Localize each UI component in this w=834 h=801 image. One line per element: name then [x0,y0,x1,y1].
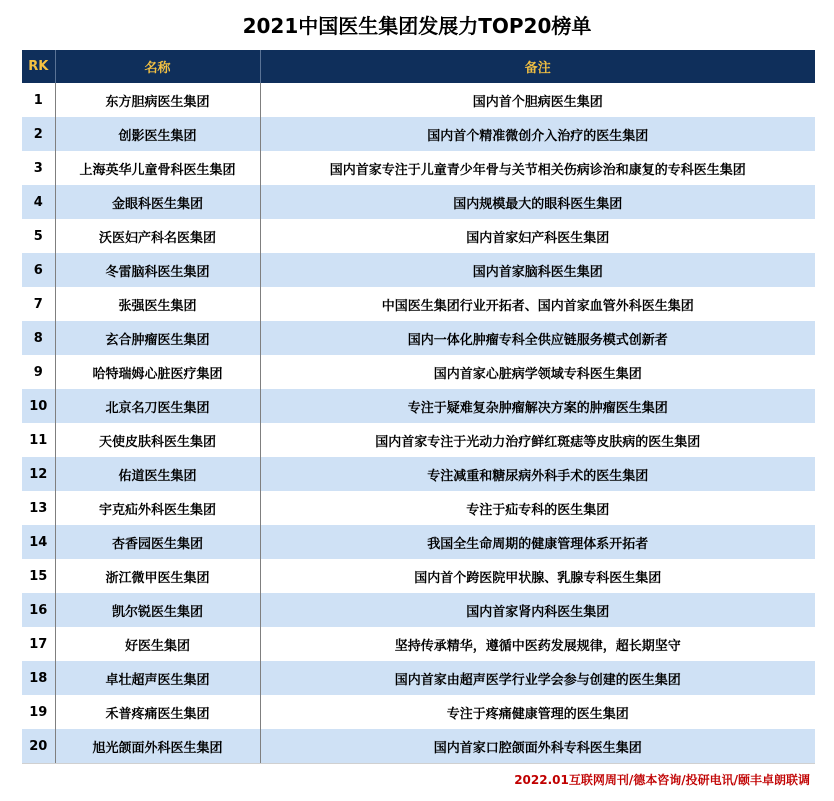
cell-note: 国内首家心脏病学领域专科医生集团 [260,355,815,389]
cell-rank: 1 [22,83,55,117]
cell-name: 创影医生集团 [55,117,260,151]
cell-note: 国内首家由超声医学行业学会参与创建的医生集团 [260,661,815,695]
cell-rank: 10 [22,389,55,423]
table-row [22,457,815,491]
table-row [22,185,815,219]
table-row [22,219,815,253]
cell-rank: 7 [22,287,55,321]
cell-name: 北京名刀医生集团 [55,389,260,423]
cell-name: 哈特瑞姆心脏医疗集团 [55,355,260,389]
table-row [22,83,815,117]
cell-name: 卓壮超声医生集团 [55,661,260,695]
cell-note: 坚持传承精华，遵循中医药发展规律，超长期坚守 [260,627,815,661]
cell-rank: 15 [22,559,55,593]
cell-name: 张强医生集团 [55,287,260,321]
cell-rank: 14 [22,525,55,559]
cell-note: 国内首个胆病医生集团 [260,83,815,117]
cell-rank: 17 [22,627,55,661]
cell-name: 好医生集团 [55,627,260,661]
table-row [22,695,815,729]
table-row [22,491,815,525]
page-title: 2021中国医生集团发展力TOP20榜单 [242,14,592,38]
table-row [22,253,815,287]
table-header-row [22,50,815,83]
cell-rank: 13 [22,491,55,525]
cell-note: 国内首家专注于光动力治疗鲜红斑痣等皮肤病的医生集团 [260,423,815,457]
cell-name: 杏香园医生集团 [55,525,260,559]
cell-rank: 19 [22,695,55,729]
cell-note: 国内规模最大的眼科医生集团 [260,185,815,219]
cell-note: 国内首家妇产科医生集团 [260,219,815,253]
header-name: 名称 [55,50,260,83]
table-row [22,117,815,151]
cell-rank: 20 [22,729,55,764]
cell-name: 禾普疼痛医生集团 [55,695,260,729]
cell-name: 凯尔锐医生集团 [55,593,260,627]
cell-name: 浙江微甲医生集团 [55,559,260,593]
table-row [22,525,815,559]
cell-note: 专注减重和糖尿病外科手术的医生集团 [260,457,815,491]
cell-name: 玄合肿瘤医生集团 [55,321,260,355]
table-row [22,355,815,389]
cell-note: 国内首家专注于儿童青少年骨与关节相关伤病诊治和康复的专科医生集团 [260,151,815,185]
cell-note: 国内首家肾内科医生集团 [260,593,815,627]
cell-rank: 12 [22,457,55,491]
ranking-table [22,50,815,764]
cell-note: 国内首家口腔颌面外科专科医生集团 [260,729,815,764]
cell-name: 沃医妇产科名医集团 [55,219,260,253]
table-row [22,593,815,627]
table-row [22,729,815,764]
cell-rank: 3 [22,151,55,185]
cell-note: 我国全生命周期的健康管理体系开拓者 [260,525,815,559]
cell-note: 国内首家脑科医生集团 [260,253,815,287]
cell-note: 专注于疑难复杂肿瘤解决方案的肿瘤医生集团 [260,389,815,423]
cell-name: 上海英华儿童骨科医生集团 [55,151,260,185]
table-row [22,661,815,695]
table-body [22,83,815,764]
cell-name: 冬雷脑科医生集团 [55,253,260,287]
cell-note: 中国医生集团行业开拓者、国内首家血管外科医生集团 [260,287,815,321]
cell-name: 旭光颌面外科医生集团 [55,729,260,764]
cell-rank: 18 [22,661,55,695]
table-row [22,321,815,355]
table-row [22,423,815,457]
cell-note: 专注于疝专科的医生集团 [260,491,815,525]
cell-name: 宇克疝外科医生集团 [55,491,260,525]
cell-rank: 9 [22,355,55,389]
table-row [22,151,815,185]
cell-rank: 5 [22,219,55,253]
table-row [22,389,815,423]
table-row [22,287,815,321]
cell-note: 国内首个跨医院甲状腺、乳腺专科医生集团 [260,559,815,593]
source-note: 2022.01互联网周刊/德本咨询/投研电讯/颐丰卓朗联调 [514,773,810,787]
cell-rank: 6 [22,253,55,287]
table-row [22,559,815,593]
header-rank: RK [22,50,55,83]
cell-rank: 16 [22,593,55,627]
cell-note: 专注于疼痛健康管理的医生集团 [260,695,815,729]
cell-name: 东方胆病医生集团 [55,83,260,117]
cell-name: 金眼科医生集团 [55,185,260,219]
header-note: 备注 [260,50,815,83]
cell-name: 天使皮肤科医生集团 [55,423,260,457]
cell-note: 国内首个精准微创介入治疗的医生集团 [260,117,815,151]
cell-rank: 11 [22,423,55,457]
cell-note: 国内一体化肿瘤专科全供应链服务模式创新者 [260,321,815,355]
table-row [22,627,815,661]
cell-rank: 2 [22,117,55,151]
cell-name: 佑道医生集团 [55,457,260,491]
cell-rank: 8 [22,321,55,355]
cell-rank: 4 [22,185,55,219]
